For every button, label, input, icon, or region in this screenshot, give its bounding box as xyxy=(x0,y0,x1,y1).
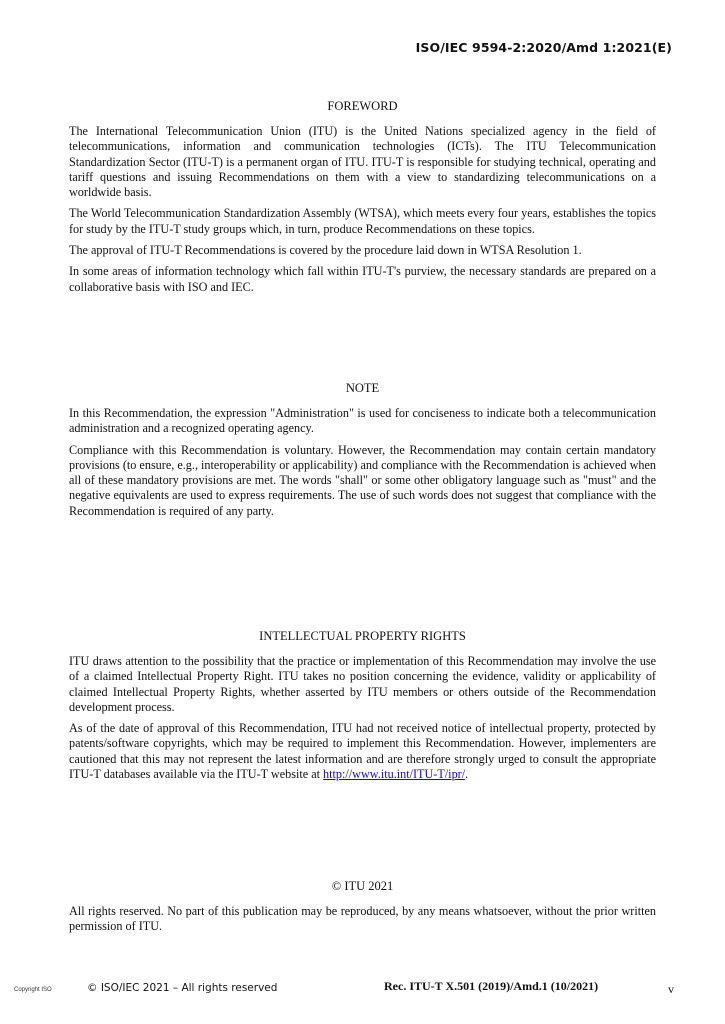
copyright-heading: © ITU 2021 xyxy=(331,879,394,893)
ipr-paragraph-1: ITU draws attention to the possibility that the practice or implementation of this Recommendation may involve the use of a claimed Intellectual Property Right. ITU takes no position concerning the evidence, validity or applicability of claimed Intellectual Property Rights, whether asserted by ITU members or others outside of the Recommendation development process. xyxy=(69,654,656,714)
foreword-paragraph-4: In some areas of information technology which fall within ITU-T's purview, the necessary standards are prepared on a collaborative basis with ISO and IEC. xyxy=(69,264,656,294)
page-number: v xyxy=(668,982,674,996)
ipr-paragraph-2 xyxy=(69,721,656,782)
note-section xyxy=(69,381,656,525)
foreword-paragraph-2: The World Telecommunication Standardization Assembly (WTSA), which meets every four years, establishes the topics for study by the ITU-T study groups which, in turn, produce Recommendations on these topics. xyxy=(69,206,656,236)
foreword-heading: FOREWORD xyxy=(327,99,398,113)
footer-recommendation-id: Rec. ITU-T X.501 (2019)/Amd.1 (10/2021) xyxy=(384,979,599,993)
ipr-paragraph-2-text: As of the date of approval of this Recommendation, ITU had not received notice of intellectual property, protected by patents/software copyrights, which may be required to implement this Recommendation. However, implementers are cautioned that this may not represent the latest information and are therefore strongly urged to consult the appropriate ITU-T databases available via the ITU-T website at xyxy=(69,721,656,782)
foreword-paragraph-1: The International Telecommunication Union (ITU) is the United Nations specialized agency in the field of telecommunications, information and communication technologies (ICTs). The ITU Telecommunication Standardization Sector (ITU-T) is a permanent organ of ITU. ITU-T is responsible for studying technical, operating and tariff questions and issuing Recommendations on them with a view to standardizing telecommunications on a worldwide basis. xyxy=(69,124,656,200)
note-paragraph-2: Compliance with this Recommendation is voluntary. However, the Recommendation may contain certain mandatory provisions (to ensure, e.g., interoperability or applicability) and compliance with the Recommendation is achieved when all of these mandatory provisions are met. The words "shall" or some other obligatory language such as "must" and the negative equivalents are used to express requirements. The use of such words does not suggest that compliance with the Recommendation is required of any party. xyxy=(69,442,656,518)
ipr-section xyxy=(69,629,656,788)
note-heading: NOTE xyxy=(345,381,380,395)
foreword-paragraph-3: The approval of ITU-T Recommendations is covered by the procedure laid down in WTSA Resolution 1. xyxy=(69,243,582,258)
copyright-paragraph: All rights reserved. No part of this publication may be reproduced, by any means whatsoever, without the prior written permission of ITU. xyxy=(69,904,656,934)
foreword-section xyxy=(69,99,656,301)
ipr-heading: INTELLECTUAL PROPERTY RIGHTS xyxy=(259,629,466,643)
ipr-paragraph-2-end: . xyxy=(465,767,469,782)
note-paragraph-1: In this Recommendation, the expression "Administration" is used for conciseness to indicate both a telecommunication administration and a recognized operating agency. xyxy=(69,406,656,436)
footer-copyright-iso: Copyright ISO xyxy=(14,987,52,993)
copyright-section xyxy=(69,879,656,941)
itu-ipr-link[interactable]: http://www.itu.int/ITU-T/ipr/ xyxy=(323,767,466,782)
footer-rights-notice: © ISO/IEC 2021 – All rights reserved xyxy=(87,982,278,994)
document-id-header: ISO/IEC 9594-2:2020/Amd 1:2021(E) xyxy=(415,40,672,55)
